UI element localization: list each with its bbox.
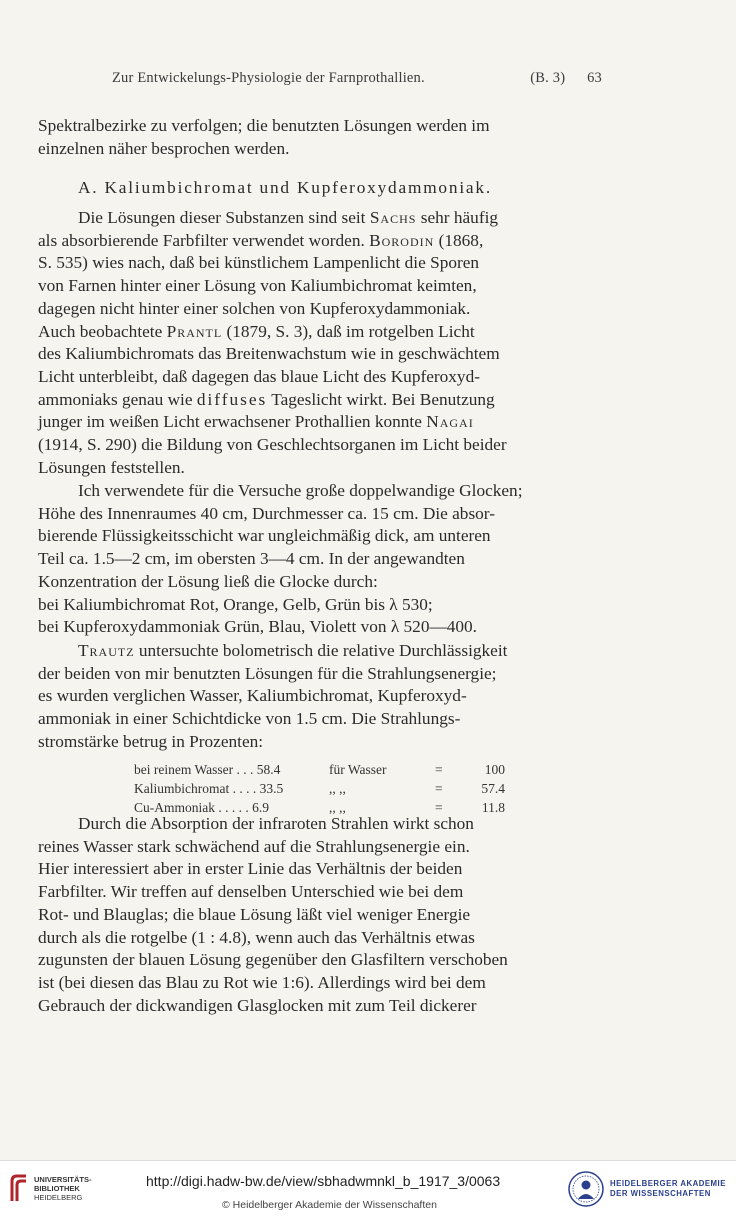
text-line: Spektralbezirke zu verfolgen; die benutzten Lösungen werden im (38, 116, 490, 135)
table-cell-result: 100 (484, 761, 505, 777)
transmission-table (134, 760, 505, 817)
table-cell-label: Kaliumbichromat . . . . 33.5 (134, 780, 284, 796)
text-span: untersuchte bolometrisch die relative Durchlässigkeit (134, 641, 508, 660)
university-library-logo[interactable] (8, 1173, 92, 1203)
author-name: Sachs (369, 208, 417, 227)
text-line: der beiden von mir benutzten Lösungen für die Strahlungsenergie; (38, 663, 497, 683)
page-number: 63 (587, 70, 602, 86)
text-line: einzelnen näher besprochen werden. (38, 138, 290, 158)
table-cell-equals: = (435, 761, 443, 777)
author-name: Borodin (369, 230, 435, 250)
text-line: Licht unterbleibt, daß dagegen das blaue Licht des Kupferoxyd- (38, 366, 480, 386)
table-cell-label: bei reinem Wasser . . . 58.4 (134, 761, 281, 777)
table-cell-equals: = (435, 780, 443, 796)
ub-line: BIBLIOTHEK (34, 1183, 80, 1193)
text-span: sehr häufig (416, 208, 499, 227)
table-row (134, 760, 505, 779)
text-line (38, 207, 598, 230)
table-cell-result: 57.4 (481, 780, 505, 796)
text-line: Lösungen feststellen. (38, 457, 185, 477)
paragraph-3 (38, 480, 598, 639)
text-line: bierende Flüssigkeitsschicht war ungleichmäßig dick, am unteren (38, 526, 491, 546)
table-cell-reference: ,, ,, (329, 799, 346, 815)
ub-line: HEIDELBERG (34, 1192, 83, 1202)
text-span: Tageslicht wirkt. Bei Benutzung (267, 389, 495, 409)
table-cell-equals: = (435, 799, 443, 815)
table-cell-result: 11.8 (481, 799, 505, 815)
text-line: Konzentration der Lösung ließ die Glocke durch: (38, 571, 378, 591)
text-line (38, 389, 598, 412)
section-heading: A. Kaliumbichromat und Kupferoxydammoniak. (78, 178, 492, 197)
author-name: Prantl (166, 321, 223, 341)
ub-line: UNIVERSITÄTS- (34, 1174, 92, 1184)
text-span: als absorbierende Farbfilter verwendet worden. (38, 230, 370, 250)
text-line: ammoniak in einer Schichtdicke von 1.5 cm. Die Strahlungs- (38, 709, 461, 729)
paragraph-1 (38, 115, 598, 160)
text-span: Auch beobachtete (38, 321, 167, 341)
table-cell-reference: ,, ,, (329, 780, 346, 796)
text-line: es wurden verglichen Wasser, Kaliumbichromat, Kupferoxyd- (38, 686, 467, 706)
paragraph-5 (38, 813, 598, 1017)
text-line: Gebrauch der dickwandigen Glasglocken mit zum Teil dickerer (38, 995, 477, 1015)
text-line: (1914, S. 290) die Bildung von Geschlechtsorganen im Licht beider (38, 435, 507, 455)
text-line: Teil ca. 1.5—2 cm, im obersten 3—4 cm. In der angewandten (38, 549, 465, 569)
ub-mark-icon (8, 1173, 30, 1203)
text-line: des Kaliumbichromats das Breitenwachstum wie in geschwächtem (38, 344, 500, 364)
ub-text (34, 1175, 92, 1202)
author-name: Trautz (78, 641, 135, 660)
text-line: durch als die rotgelbe (1 : 4.8), wenn auch das Verhältnis etwas (38, 927, 475, 947)
text-span: junger im weißen Licht erwachsener Prothallien konnte (38, 412, 427, 432)
table-cell-label: Cu-Ammoniak . . . . . 6.9 (134, 799, 269, 815)
text-span: Die Lösungen dieser Substanzen sind seit (78, 208, 370, 227)
volume-ref: (B. 3) (530, 70, 566, 86)
text-line: reines Wasser stark schwächend auf die Strahlungsenergie ein. (38, 836, 470, 856)
table-cell-reference: für Wasser (329, 761, 387, 777)
text-line: dagegen nicht hinter einer solchen von Kupferoxydammoniak. (38, 298, 471, 318)
footer-bar (0, 1160, 736, 1219)
table-row (134, 779, 505, 798)
text-line: Farbfilter. Wir treffen auf denselben Unterschied wie bei dem (38, 882, 464, 902)
text-line (38, 411, 598, 434)
paragraph-2 (38, 207, 598, 479)
text-line: Rot- und Blauglas; die blaue Lösung läßt viel weniger Energie (38, 904, 471, 924)
text-line (38, 640, 598, 663)
text-line: stromstärke betrug in Prozenten: (38, 731, 264, 751)
text-line: bei Kupferoxydammoniak Grün, Blau, Violett von λ 520—400. (38, 617, 477, 637)
text-line (38, 321, 598, 344)
academy-line: DER WISSENSCHAFTEN (610, 1189, 711, 1198)
text-line: Ich verwendete für die Versuche große doppelwandige Glocken; (78, 481, 523, 500)
text-span: ammoniaks genau wie (38, 389, 197, 409)
text-line: zugunsten der blauen Lösung gegenüber den Glasfiltern verschoben (38, 950, 508, 970)
text-line: ist (bei diesen das Blau zu Rot wie 1:6). Allerdings wird bei dem (38, 972, 486, 992)
author-name: Nagai (426, 412, 474, 432)
running-header (112, 70, 602, 87)
academy-text (610, 1179, 726, 1199)
running-title: Zur Entwickelungs-Physiologie der Farnprothallien. (112, 70, 425, 86)
spaced-word: diffuses (196, 389, 268, 409)
academy-seal-icon (568, 1171, 604, 1207)
text-line (38, 230, 598, 253)
academy-line: HEIDELBERGER AKADEMIE (610, 1179, 726, 1188)
academy-logo[interactable] (568, 1171, 726, 1207)
permalink-url[interactable]: http://digi.hadw-bw.de/view/sbhadwmnkl_b_1917_3/0063 (146, 1173, 501, 1189)
text-line: S. 535) wies nach, daß bei künstlichem Lampenlicht die Sporen (38, 253, 480, 273)
text-line: von Farnen hinter einer Lösung von Kaliumbichromat keimten, (38, 276, 477, 296)
header-right (530, 70, 602, 87)
text-span: (1879, S. 3), daß im rotgelben Licht (222, 321, 475, 341)
text-line: bei Kaliumbichromat Rot, Orange, Gelb, Grün bis λ 530; (38, 594, 433, 614)
text-span: (1868, (434, 230, 484, 250)
text-line: Durch die Absorption der infraroten Strahlen wirkt schon (78, 814, 474, 833)
copyright-notice: © Heidelberger Akademie der Wissenschaften (222, 1199, 437, 1211)
text-line: Hier interessiert aber in erster Linie das Verhältnis der beiden (38, 859, 463, 879)
text-line: Höhe des Innenraumes 40 cm, Durchmesser ca. 15 cm. Die absor- (38, 503, 495, 523)
paragraph-4 (38, 640, 598, 754)
